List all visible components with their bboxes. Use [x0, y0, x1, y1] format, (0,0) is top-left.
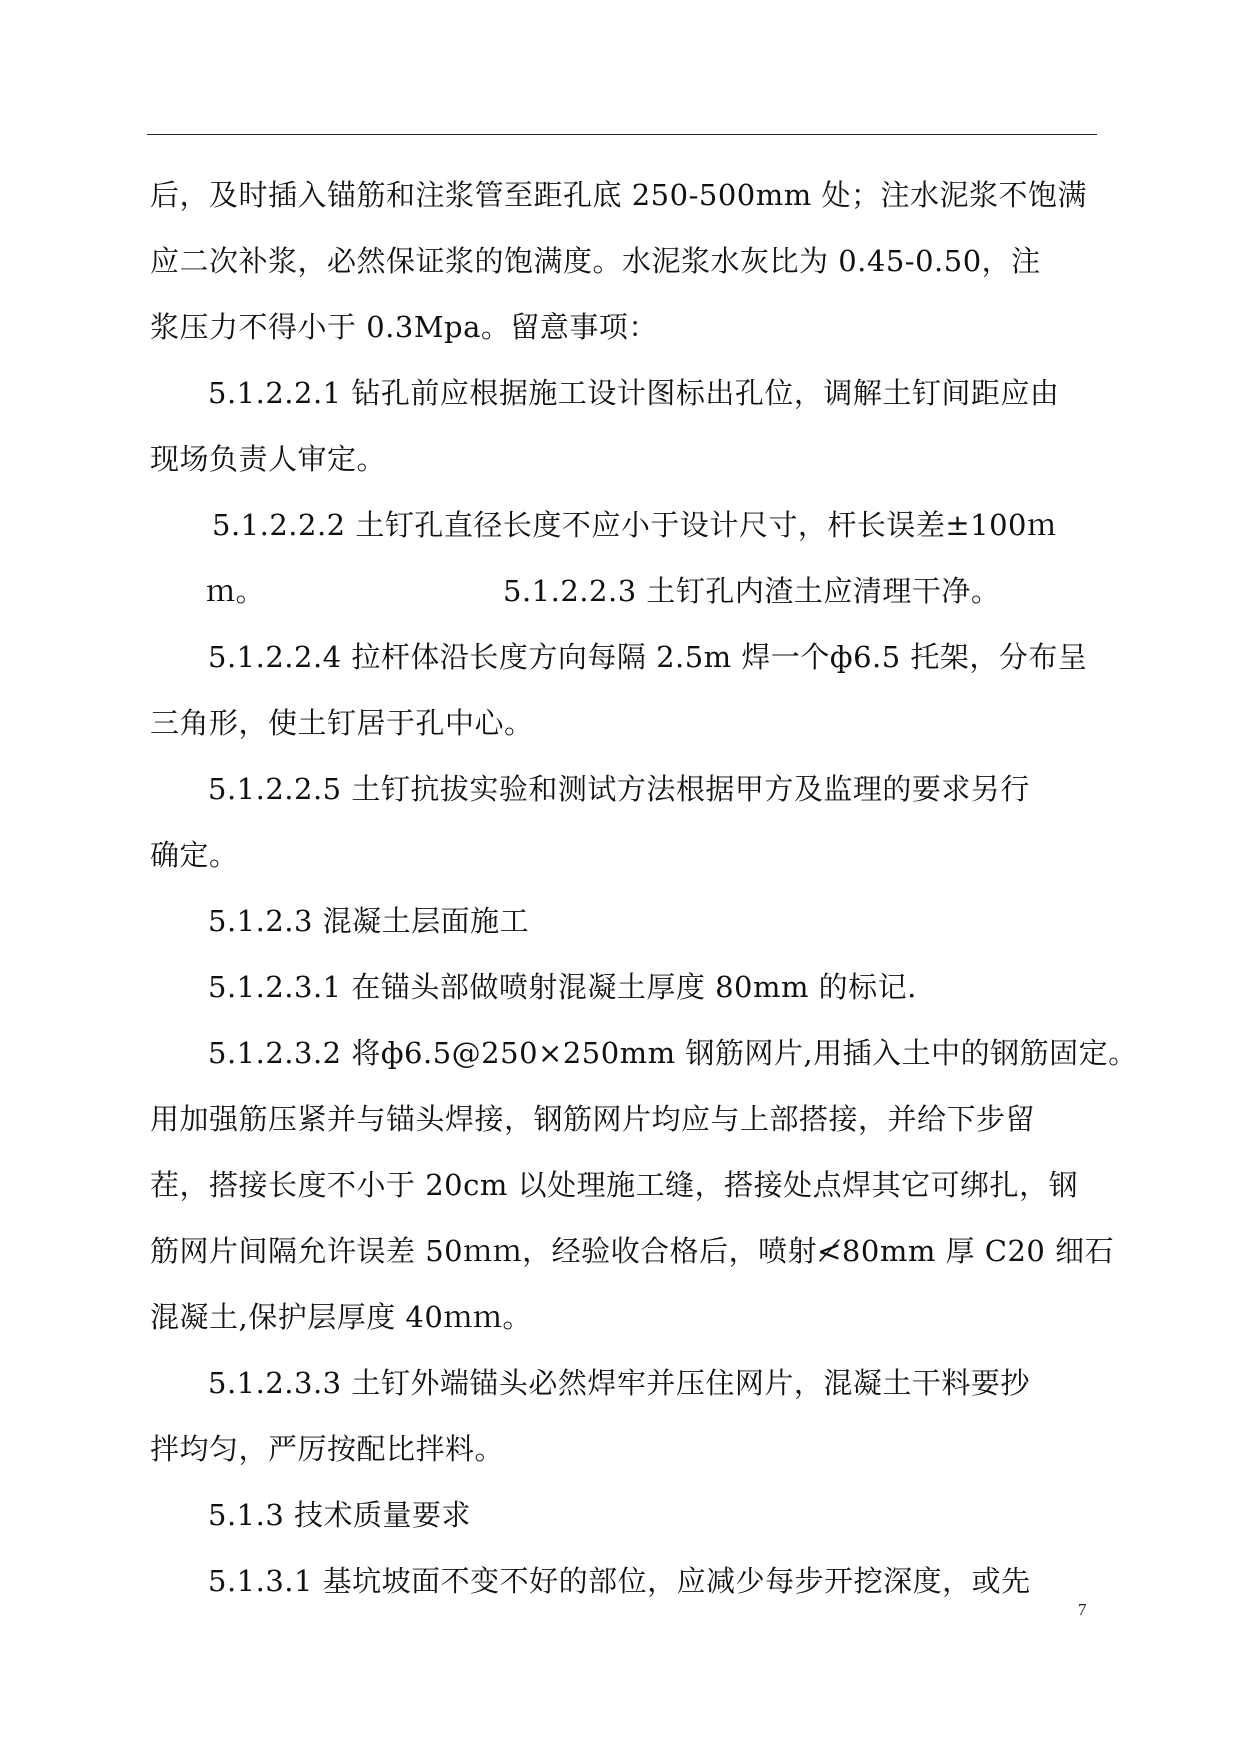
text-line: 三角形，使土钉居于孔中心。	[150, 706, 534, 740]
clause-5-1-2-3-3: 5.1.2.3.3 土钉外端锚头必然焊牢并压住网片，混凝土干料要抄	[208, 1366, 1030, 1400]
text-line: 应二次补浆，必然保证浆的饱满度。水泥浆水灰比为 0.45-0.50，注	[150, 244, 1041, 278]
clause-5-1-2-2-1: 5.1.2.2.1 钻孔前应根据施工设计图标出孔位，调解土钉间距应由	[208, 376, 1060, 410]
clause-5-1-3-1: 5.1.3.1 基坑坡面不变不好的部位，应减少每步开挖深度，或先	[208, 1564, 1031, 1598]
clause-5-1-2-3-1: 5.1.2.3.1 在锚头部做喷射混凝土厚度 80mm 的标记.	[208, 970, 917, 1004]
text-fragment: ｍ。	[206, 574, 266, 608]
page-number: 7	[1078, 1600, 1087, 1619]
text-line: 后，及时插入锚筋和注浆管至距孔底 250-500mm 处；注水泥浆不饱满	[150, 178, 1087, 212]
clause-5-1-2-2-4: 5.1.2.2.4 拉杆体沿长度方向每隔 2.5m 焊一个ф6.5 托架，分布呈	[208, 640, 1088, 674]
text-line: 混凝土,保护层厚度 40ｍｍ。	[150, 1300, 532, 1334]
text-line	[150, 558, 1098, 624]
section-heading-5-1-2-3: 5.1.2.3 混凝土层面施工	[208, 904, 530, 938]
text-line: 现场负责人审定。	[150, 442, 387, 476]
clause-5-1-2-3-2: 5.1.2.3.2 将ф6.5@250×250mm 钢筋网片,用插入土中的钢筋固定。	[208, 1036, 1138, 1070]
text-line: 用加强筋压紧并与锚头焊接，钢筋网片均应与上部搭接，并给下步留	[150, 1102, 1036, 1136]
text-line: 拌均匀，严厉按配比拌料。	[150, 1432, 505, 1466]
text-line: 确定。	[150, 838, 239, 872]
section-heading-5-1-3: 5.1.3 技术质量要求	[208, 1498, 472, 1532]
header-rule	[147, 134, 1097, 135]
document-body	[150, 162, 1138, 1614]
clause-5-1-2-2-5: 5.1.2.2.5 土钉抗拔实验和测试方法根据甲方及监理的要求另行	[208, 772, 1030, 806]
text-line: 浆压力不得小于 0.3Mpa。留意事项：	[150, 310, 658, 344]
text-line: 筋网片间隔允许误差 50ｍｍ，经验收合格后，喷射≮80mm 厚 C20 细石	[150, 1234, 1115, 1268]
clause-5-1-2-2-3: 5.1.2.2.3 土钉孔内渣土应清理干净。	[503, 574, 1001, 608]
clause-5-1-2-2-2: 5.1.2.2.2 土钉孔直径长度不应小于设计尺寸，杆长误差±100ｍ	[212, 508, 1057, 542]
text-line: 茬，搭接长度不小于 20cm 以处理施工缝，搭接处点焊其它可绑扎，钢	[150, 1168, 1079, 1202]
